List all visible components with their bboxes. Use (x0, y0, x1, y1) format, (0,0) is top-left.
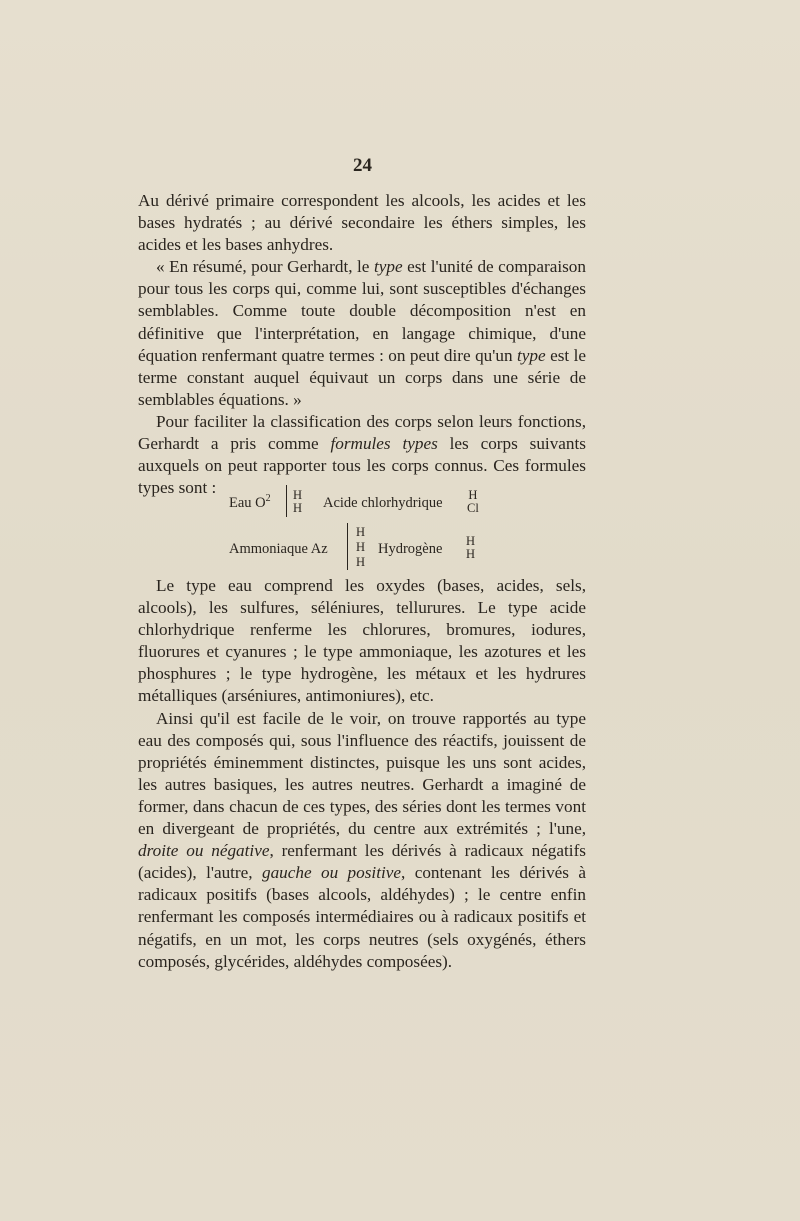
formula-label: Hydrogène (378, 541, 443, 557)
paragraph (138, 411, 586, 499)
page-number: 24 (353, 155, 372, 176)
text-run: est l'unité de comparaison pour tous les corps qui, comme lui, sont susceptibles d'échanges semblables. Comme toute double décomposition n'est en définitive que l'interprétation, en langage chimique, d'une équation renfermant quatre termes : on peut dire qu'un (138, 257, 586, 365)
atom: H (466, 534, 476, 548)
text-run: est le terme constant auquel équivaut un corps dans une série de semblables équations. » (138, 345, 587, 409)
atom: H (293, 488, 303, 502)
formula-label: Ammoniaque Az (229, 541, 328, 557)
text-run: Pour faciliter la classification des corps selon leurs fonctions, Gerhardt a pris comme (138, 411, 586, 454)
text-block-top (138, 190, 586, 499)
italic-text: type (373, 257, 403, 277)
atom: H (468, 488, 478, 502)
atom: H (466, 547, 476, 561)
atom: H (293, 501, 303, 515)
formula-label: Eau O (229, 495, 266, 511)
formula-label: Acide chlorhydrique (323, 495, 443, 511)
atom: H (356, 540, 366, 554)
atom: H (356, 555, 366, 569)
paragraph (138, 575, 586, 708)
formula-superscript: 2 (265, 493, 271, 505)
text-run: « En résumé, pour Gerhardt, le (156, 257, 374, 277)
text-run: les corps suivants auxquels on peut rapporter tous les corps connus. Ces formules types sont : (138, 434, 586, 498)
atom: Cl (467, 501, 479, 515)
formula-bracket (286, 485, 287, 517)
italic-text: gauche ou positive (261, 863, 402, 883)
text-run: Ainsi qu'il est facile de le voir, on trouve rapportés au type eau des composés qui, sous l'influence des réactifs, jouissent de propriétés éminemment distinctes, puisque les uns sont acides, les autres basiques, les autres neutres. Gerhardt a imaginé de former, dans chacun de ces types, des séries dont les termes vont en divergeant de propriétés, du centre aux extrémités ; l'une, (138, 708, 586, 839)
formula-bracket (347, 523, 348, 570)
text-run: Le type eau comprend les oxydes (bases, acides, sels, alcools), les sulfures, séléniures, tellurures. Le type acide chlorhydrique renferme les chlorures, bromures, iodures, fluorures et cyanures ; le type ammoniaque, les azotures et les phosphures ; le type hydrogène, les métaux et les hydrures métalliques (arséniures, antimoniures), etc. (138, 576, 586, 706)
italic-text: droite ou négative (138, 841, 270, 861)
text-run: , contenant les dérivés à radicaux positifs (bases alcools, aldéhydes) ; le centre enfin renfermant les composés intermédiaires ou à radicaux positifs et négatifs, en un mot, les corps neutres (sels oxygénés, éthers composés, glycérides, aldéhydes composées). (138, 863, 586, 971)
atom: H (356, 525, 366, 539)
paragraph (138, 190, 586, 256)
text-run: Au dérivé primaire correspondent les alcools, les acides et les bases hydratés ; au dérivé secondaire les éthers simples, les acides et les bases anhydres. (138, 191, 586, 255)
text-block-bottom (138, 575, 586, 973)
paragraph (138, 708, 586, 973)
italic-text: formules types (330, 434, 438, 454)
paragraph (138, 256, 586, 411)
text-run: , renfermant les dérivés à radicaux négatifs (acides), l'autre, (138, 841, 586, 883)
italic-text: type (517, 345, 546, 365)
